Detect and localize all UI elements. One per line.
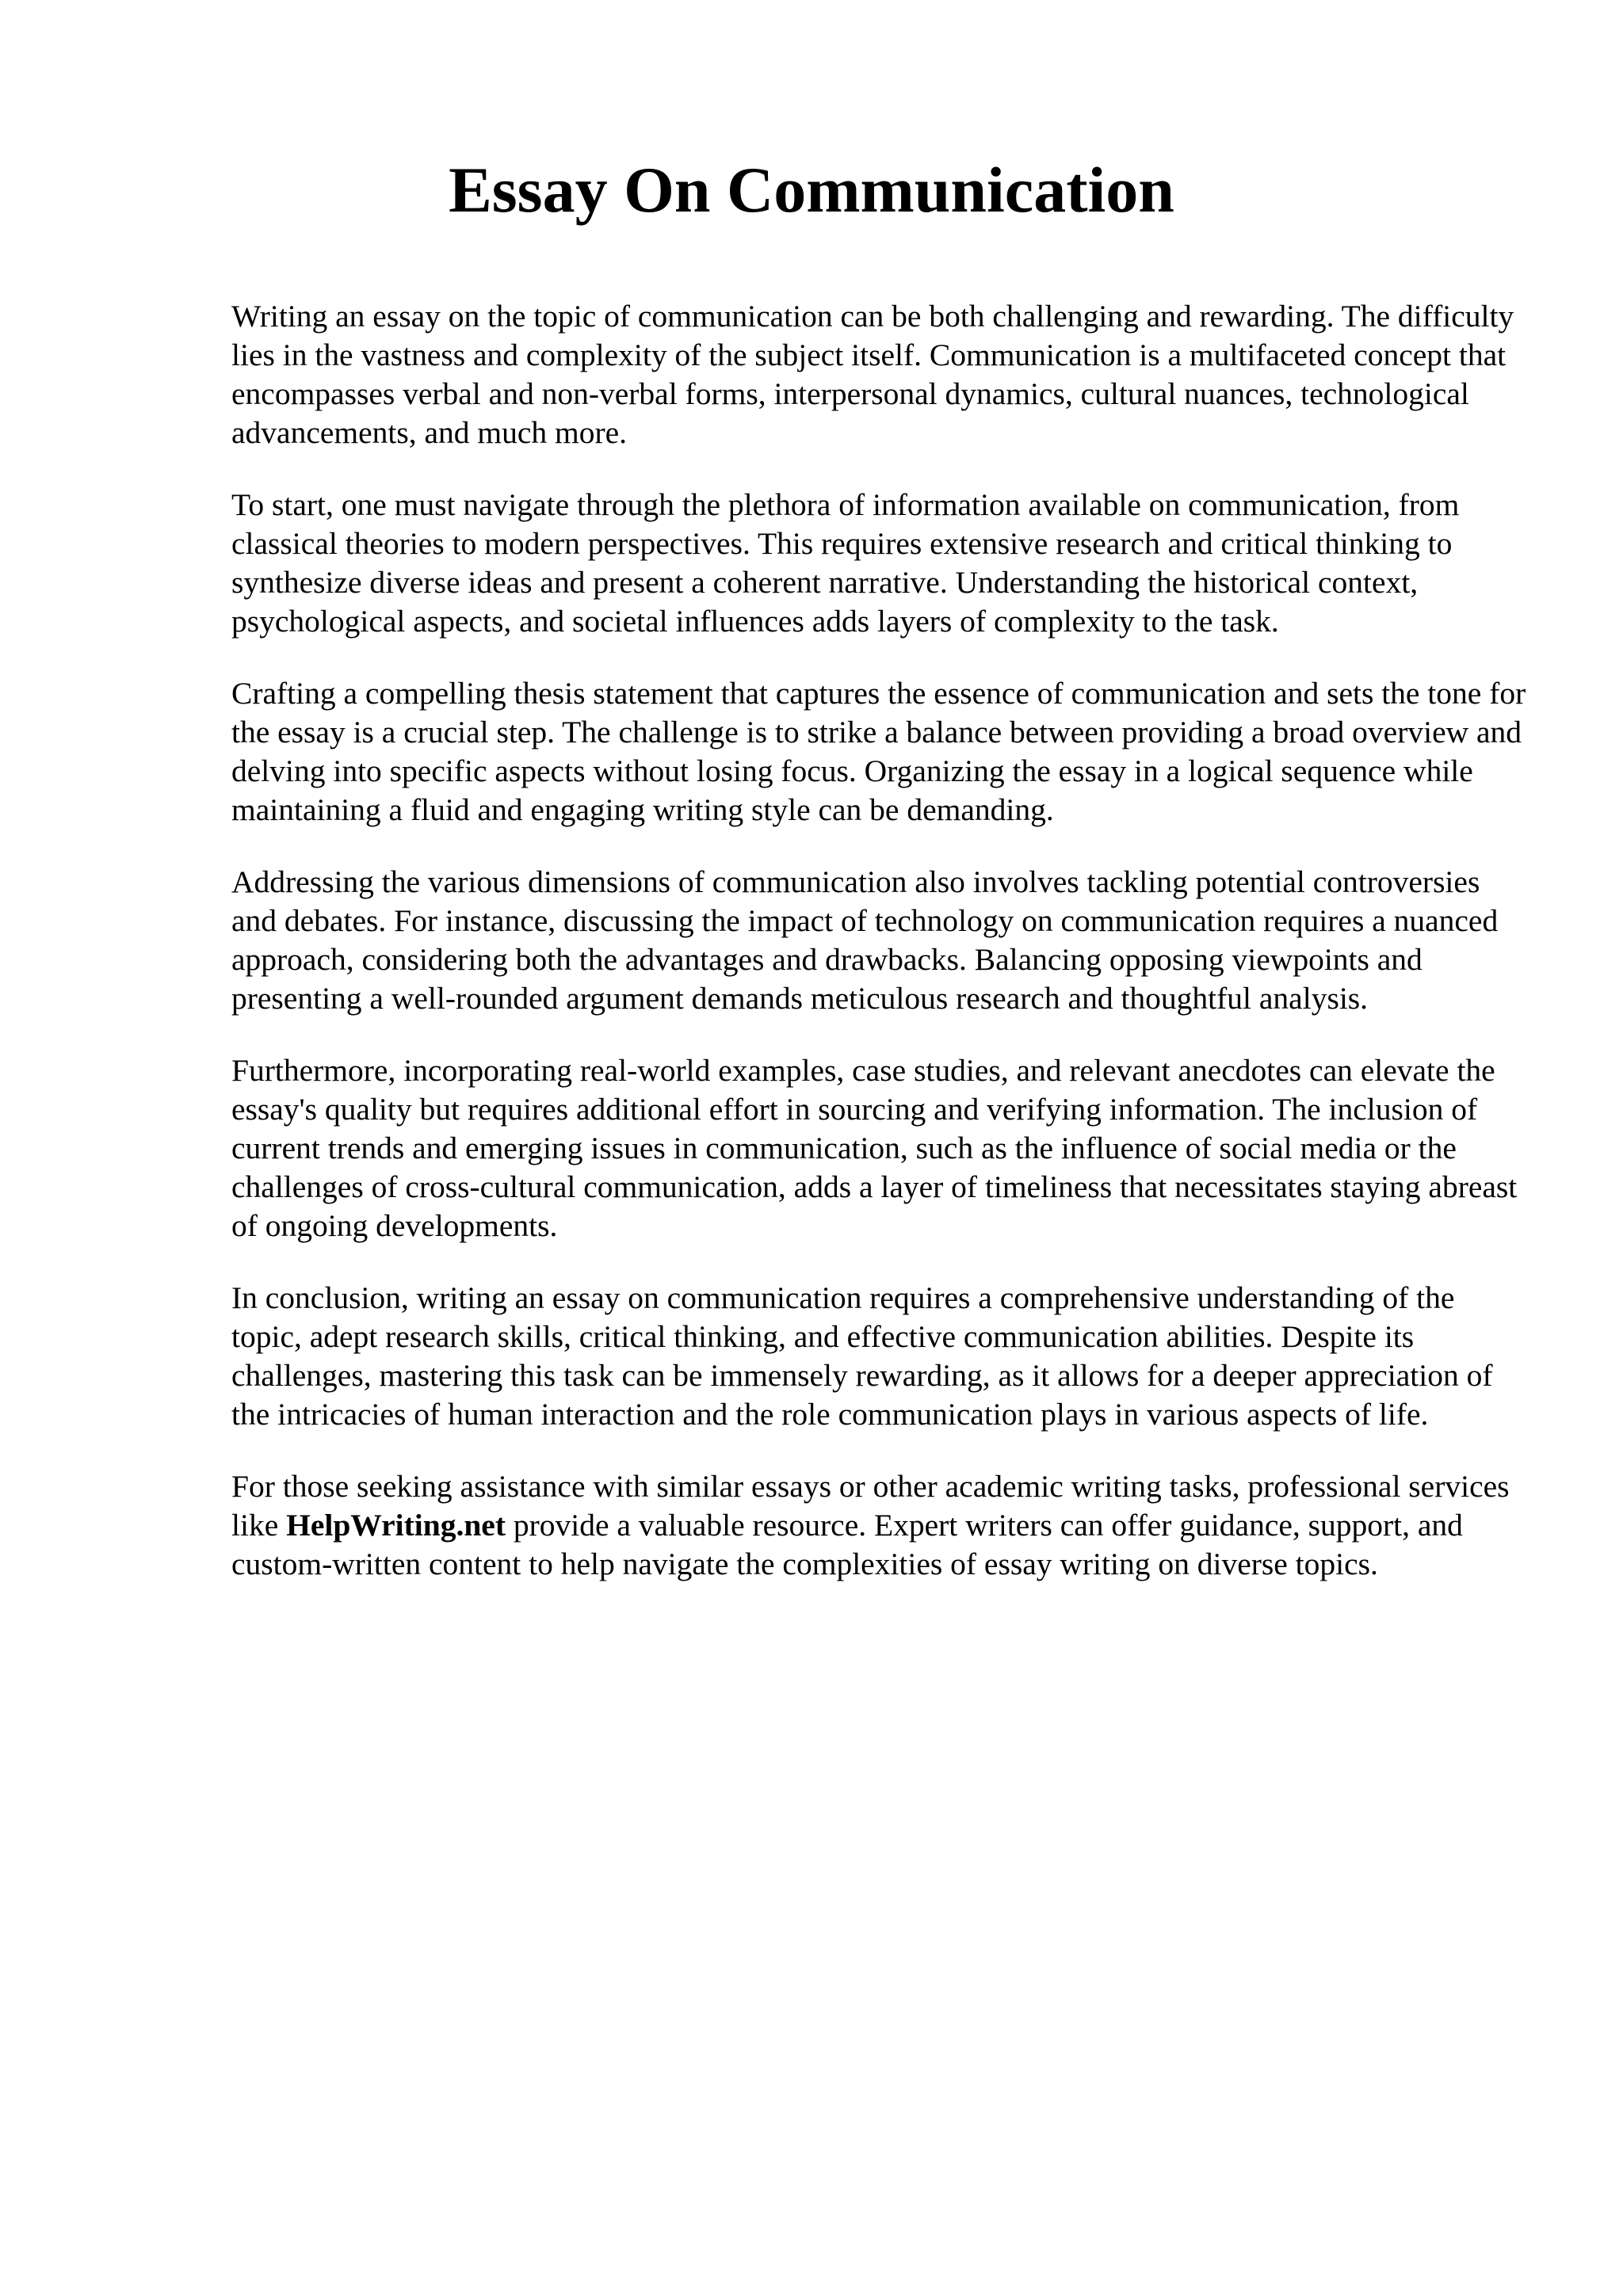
- paragraph-6: In conclusion, writing an essay on communication requires a comprehensive understanding of the topic, adept research skills, critical thinking, and effective communication abilities. Despite its challenges, mastering this task can be immensely rewarding, as it allows for a deeper appreciation of the intricacies of human interaction and the role communication plays in various aspects of life.: [231, 1280, 1493, 1432]
- page-title: Essay On Communication: [449, 154, 1174, 226]
- paragraph-7: [231, 1467, 1531, 1584]
- paragraph-7-before: For those seeking assistance with similar essays or other academic writing tasks, professional services like: [231, 1469, 1510, 1543]
- paragraph-2: To start, one must navigate through the plethora of information available on communication, from classical theories to modern perspectives. This requires extensive research and critical thinking to synthesize diverse ideas and present a coherent narrative. Understanding the historical context, psychological aspects, and societal influences adds layers of complexity to the task.: [231, 487, 1460, 639]
- paragraph-7-after: provide a valuable resource. Expert writers can offer guidance, support, and custom-written content to help navigate the complexities of essay writing on diverse topics.: [231, 1508, 1463, 1581]
- paragraph-1: Writing an essay on the topic of communication can be both challenging and rewarding. The difficulty lies in the vastness and complexity of the subject itself. Communication is a multifaceted concept that encompasses verbal and non-verbal forms, interpersonal dynamics, cultural nuances, technological advancements, and much more.: [231, 299, 1514, 450]
- brand-name: HelpWriting.net: [286, 1508, 506, 1543]
- paragraph-3: Crafting a compelling thesis statement that captures the essence of communication and sets the tone for the essay is a crucial step. The challenge is to strike a balance between providing a broad overview and delving into specific aspects without losing focus. Organizing the essay in a logical sequence while maintaining a fluid and engaging writing style can be demanding.: [231, 676, 1526, 827]
- paragraph-4: Addressing the various dimensions of communication also involves tackling potential controversies and debates. For instance, discussing the impact of technology on communication requires a nuanced approach, considering both the advantages and drawbacks. Balancing opposing viewpoints and presenting a well-rounded argument demands meticulous research and thoughtful analysis.: [231, 864, 1499, 1016]
- paragraph-5: Furthermore, incorporating real-world examples, case studies, and relevant anecdotes can elevate the essay's quality but requires additional effort in sourcing and verifying information. The inclusion of current trends and emerging issues in communication, such as the influence of social media or the challenges of cross-cultural communication, adds a layer of timeliness that necessitates staying abreast of ongoing developments.: [231, 1053, 1518, 1243]
- essay-body: [231, 297, 1531, 1617]
